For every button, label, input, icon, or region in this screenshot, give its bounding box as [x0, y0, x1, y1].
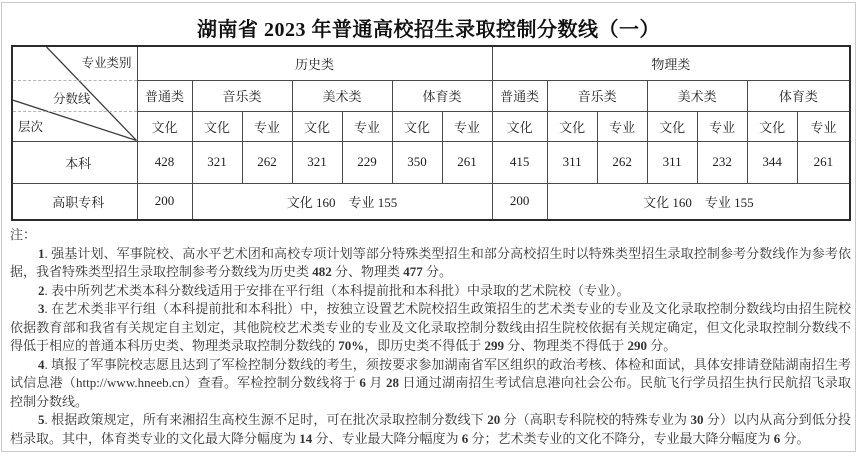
- notes-section: [10, 226, 851, 448]
- group-header-history: 历史类: [137, 46, 492, 80]
- table-row-gaozhi: [12, 183, 850, 220]
- leaf-header: 文化: [137, 111, 192, 141]
- score-cell: 262: [242, 141, 292, 183]
- score-cell: 350: [392, 141, 442, 183]
- leaf-header: 文化: [747, 111, 797, 141]
- row-label-gaozhi: 高职专科: [12, 183, 137, 220]
- subgroup-header-physics-sports: 体育类: [747, 80, 850, 111]
- note-item-4: 4. 填报了军事院校志愿且达到了军检控制分数线的考生，须按要求参加湖南省军区组织的政治考核、体检和面试，具体安排请登陆湖南招生考试信息港（http://www.hneeb.cn）查看。军检控制分数线将于 6 月 28 日通过湖南招生考试信息港向社会公布。民航飞行学员招生执行民航招飞录取控制分数线。: [10, 356, 851, 409]
- leaf-header: 专业: [597, 111, 647, 141]
- leaf-header: 文化: [292, 111, 342, 141]
- leaf-header: 专业: [697, 111, 747, 141]
- subgroup-header-history-putong: 普通类: [137, 80, 192, 111]
- score-cell: 261: [797, 141, 850, 183]
- score-cell: 261: [442, 141, 492, 183]
- subgroup-header-physics-art: 美术类: [647, 80, 747, 111]
- row-label-benke: 本科: [12, 141, 137, 183]
- notes-label: 注：: [10, 227, 37, 242]
- group-header-physics: 物理类: [492, 46, 850, 80]
- score-cell: 229: [342, 141, 392, 183]
- corner-label-level: 层次: [18, 119, 44, 134]
- score-cell: 262: [597, 141, 647, 183]
- leaf-header: 文化: [492, 111, 547, 141]
- score-cell: 415: [492, 141, 547, 183]
- score-cell: 311: [547, 141, 597, 183]
- subgroup-header-physics-music: 音乐类: [547, 80, 647, 111]
- score-cell: 344: [747, 141, 797, 183]
- note-item-2: 2. 表中所列艺术类本科分数线适用于安排在平行组（本科提前批和本科批）中录取的艺术院校（专业）。: [38, 282, 630, 298]
- page-title: 湖南省 2023 年普通高校招生录取控制分数线（一）: [197, 19, 660, 41]
- table-row: [12, 80, 850, 111]
- score-table: [11, 45, 851, 221]
- leaf-header: 文化: [547, 111, 597, 141]
- corner-label-scoreline: 分数线: [53, 92, 91, 106]
- score-cell: 232: [697, 141, 747, 183]
- leaf-header: 专业: [442, 111, 492, 141]
- score-cell: 311: [647, 141, 697, 183]
- table-row-benke: [12, 141, 850, 183]
- document-page: [1, 2, 856, 452]
- leaf-header: 专业: [342, 111, 392, 141]
- leaf-header: 文化: [647, 111, 697, 141]
- table-row: [12, 111, 850, 141]
- corner-header-cell: [12, 46, 137, 141]
- corner-dashed-divider: [13, 80, 137, 81]
- subgroup-header-physics-putong: 普通类: [492, 80, 547, 111]
- merged-score-cell-physics: 文化 160 专业 155: [547, 183, 850, 220]
- subgroup-header-history-sports: 体育类: [392, 80, 492, 111]
- subgroup-header-history-art: 美术类: [292, 80, 392, 111]
- leaf-header: 文化: [392, 111, 442, 141]
- corner-dashed-divider: [13, 111, 137, 112]
- corner-label-category: 专业类别: [81, 56, 132, 70]
- score-cell: 428: [137, 141, 192, 183]
- note-item-5: 5. 根据政策规定，所有来湘招生高校生源不足时，可在批次录取控制分数线下 20 分（高职专科院校的特殊专业为 30 分）以内从高分到低分投档录取。其中，体育类专业的文化最大降分幅度为 14 分、专业最大降分幅度为 6 分；艺术类专业的文化不降分，专业最大降分幅度为 6 分。: [10, 412, 851, 446]
- score-cell: 200: [137, 183, 192, 220]
- note-item-1: 1. 强基计划、军事院校、高水平艺术团和高校专项计划等部分特殊类型招生和部分高校招生时以特殊类型招生录取控制参考分数线作为参考依据，我省特殊类型招生录取控制参考分数线为历史类 482 分、物理类 477 分。: [10, 245, 851, 279]
- leaf-header: 专业: [242, 111, 292, 141]
- score-cell: 321: [192, 141, 242, 183]
- score-cell: 321: [292, 141, 342, 183]
- table-row: [12, 46, 850, 80]
- subgroup-header-history-music: 音乐类: [192, 80, 292, 111]
- merged-score-cell-history: 文化 160 专业 155: [192, 183, 492, 220]
- score-cell: 200: [492, 183, 547, 220]
- leaf-header: 专业: [797, 111, 850, 141]
- note-item-3: 3. 在艺术类非平行组（本科提前批和本科批）中，按独立设置艺术院校招生政策招生的艺术类专业的专业及文化录取控制分数线均由招生院校依据教育部和我省有关规定自主划定，其他院校艺术类专业的专业及文化录取控制分数线由招生院校依据有关规定确定，但文化录取控制分数线不得低于相应的普通本科历史类、物理类录取控制分数线的 70%，即历史类不得低于 299 分、物理类不得低于 290 分。: [10, 301, 851, 353]
- leaf-header: 文化: [192, 111, 242, 141]
